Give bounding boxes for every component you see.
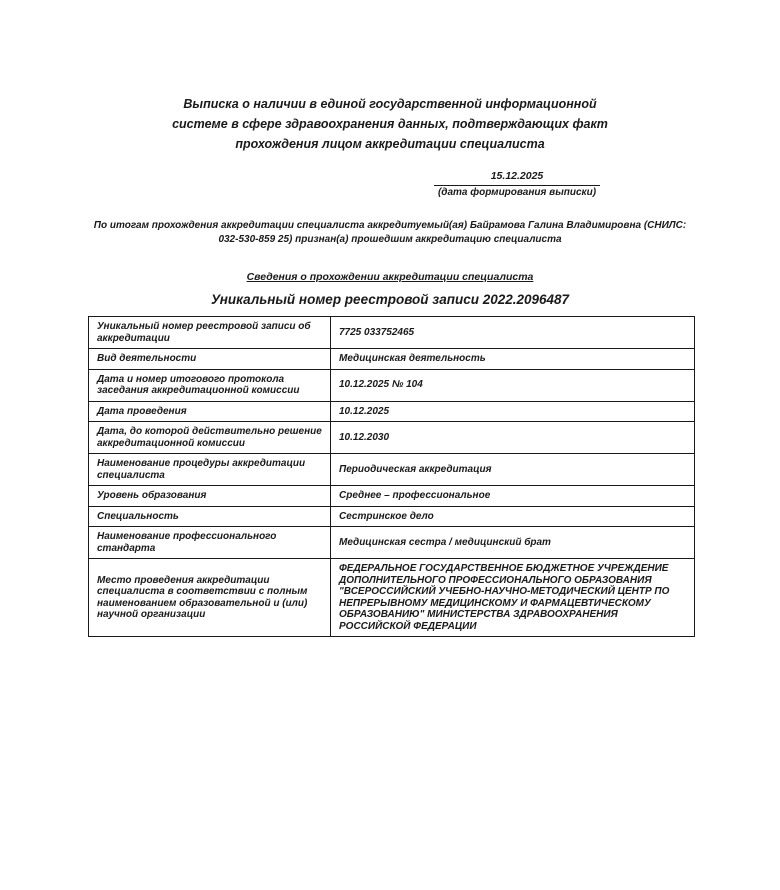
table-row bbox=[89, 369, 695, 401]
table-row bbox=[89, 349, 695, 370]
row-label: Дата и номер итогового протокола заседания аккредитационной комиссии bbox=[89, 369, 331, 401]
table-row bbox=[89, 401, 695, 422]
intro-paragraph-line: По итогам прохождения аккредитации специалиста аккредитуемый(ая) Байрамова Галина Владимировна (СНИЛС: bbox=[93, 220, 687, 231]
table-row bbox=[89, 317, 695, 349]
registry-number-heading: Уникальный номер реестровой записи 2022.2096487 bbox=[210, 292, 570, 307]
table-row bbox=[89, 454, 695, 486]
row-label: Место проведения аккредитации специалиста в соответствии с полным наименованием образовательной и (или) научной организации bbox=[89, 559, 331, 637]
row-value: 10.12.2030 bbox=[331, 422, 695, 454]
section-heading: Сведения о прохождении аккредитации специалиста bbox=[246, 271, 534, 283]
row-label: Специальность bbox=[89, 506, 331, 527]
row-value: ФЕДЕРАЛЬНОЕ ГОСУДАРСТВЕННОЕ БЮДЖЕТНОЕ УЧРЕЖДЕНИЕ ДОПОЛНИТЕЛЬНОГО ПРОФЕССИОНАЛЬНОГО ОБРАЗОВАНИЯ "ВСЕРОССИЙСКИЙ УЧЕБНО-НАУЧНО-МЕТОДИЧЕСКИЙ ЦЕНТР ПО НЕПРЕРЫВНОМУ МЕДИЦИНСКОМУ И ФАРМАЦЕВТИЧЕСКОМУ ОБРАЗОВАНИЮ" МИНИСТЕРСТВА ЗДРАВООХРАНЕНИЯ РОССИЙСКОЙ ФЕДЕРАЦИИ bbox=[331, 559, 695, 637]
table-row bbox=[89, 486, 695, 507]
intro-paragraph-line: 032-530-859 25) признан(а) прошедшим аккредитацию специалиста bbox=[218, 233, 562, 245]
formation-date-caption: (дата формирования выписки) bbox=[434, 185, 600, 199]
intro-paragraph bbox=[70, 219, 710, 246]
table-row bbox=[89, 422, 695, 454]
row-label: Наименование процедуры аккредитации специалиста bbox=[89, 454, 331, 486]
formation-date: 15.12.2025 bbox=[490, 170, 544, 182]
row-label: Уровень образования bbox=[89, 486, 331, 507]
row-label: Вид деятельности bbox=[89, 349, 331, 370]
row-value: Периодическая аккредитация bbox=[331, 454, 695, 486]
row-value: 10.12.2025 № 104 bbox=[331, 369, 695, 401]
row-value: Медицинская деятельность bbox=[331, 349, 695, 370]
row-value: 7725 033752465 bbox=[331, 317, 695, 349]
row-value: Среднее – профессиональное bbox=[331, 486, 695, 507]
accreditation-table bbox=[88, 316, 695, 637]
row-value: Сестринское дело bbox=[331, 506, 695, 527]
table-row bbox=[89, 527, 695, 559]
document-title-line: системе в сфере здравоохранения данных, подтверждающих факт bbox=[172, 117, 608, 131]
row-value: 10.12.2025 bbox=[331, 401, 695, 422]
row-label: Наименование профессионального стандарта bbox=[89, 527, 331, 559]
table-row bbox=[89, 559, 695, 637]
document-title-line: Выписка о наличии в единой государственной информационной bbox=[183, 97, 597, 111]
table-row bbox=[89, 506, 695, 527]
document-title bbox=[80, 94, 700, 154]
row-label: Уникальный номер реестровой записи об аккредитации bbox=[89, 317, 331, 349]
document-title-line: прохождения лицом аккредитации специалиста bbox=[235, 137, 545, 151]
row-value: Медицинская сестра / медицинский брат bbox=[331, 527, 695, 559]
row-label: Дата, до которой действительно решение аккредитационной комиссии bbox=[89, 422, 331, 454]
formation-date-block bbox=[434, 170, 600, 199]
row-label: Дата проведения bbox=[89, 401, 331, 422]
